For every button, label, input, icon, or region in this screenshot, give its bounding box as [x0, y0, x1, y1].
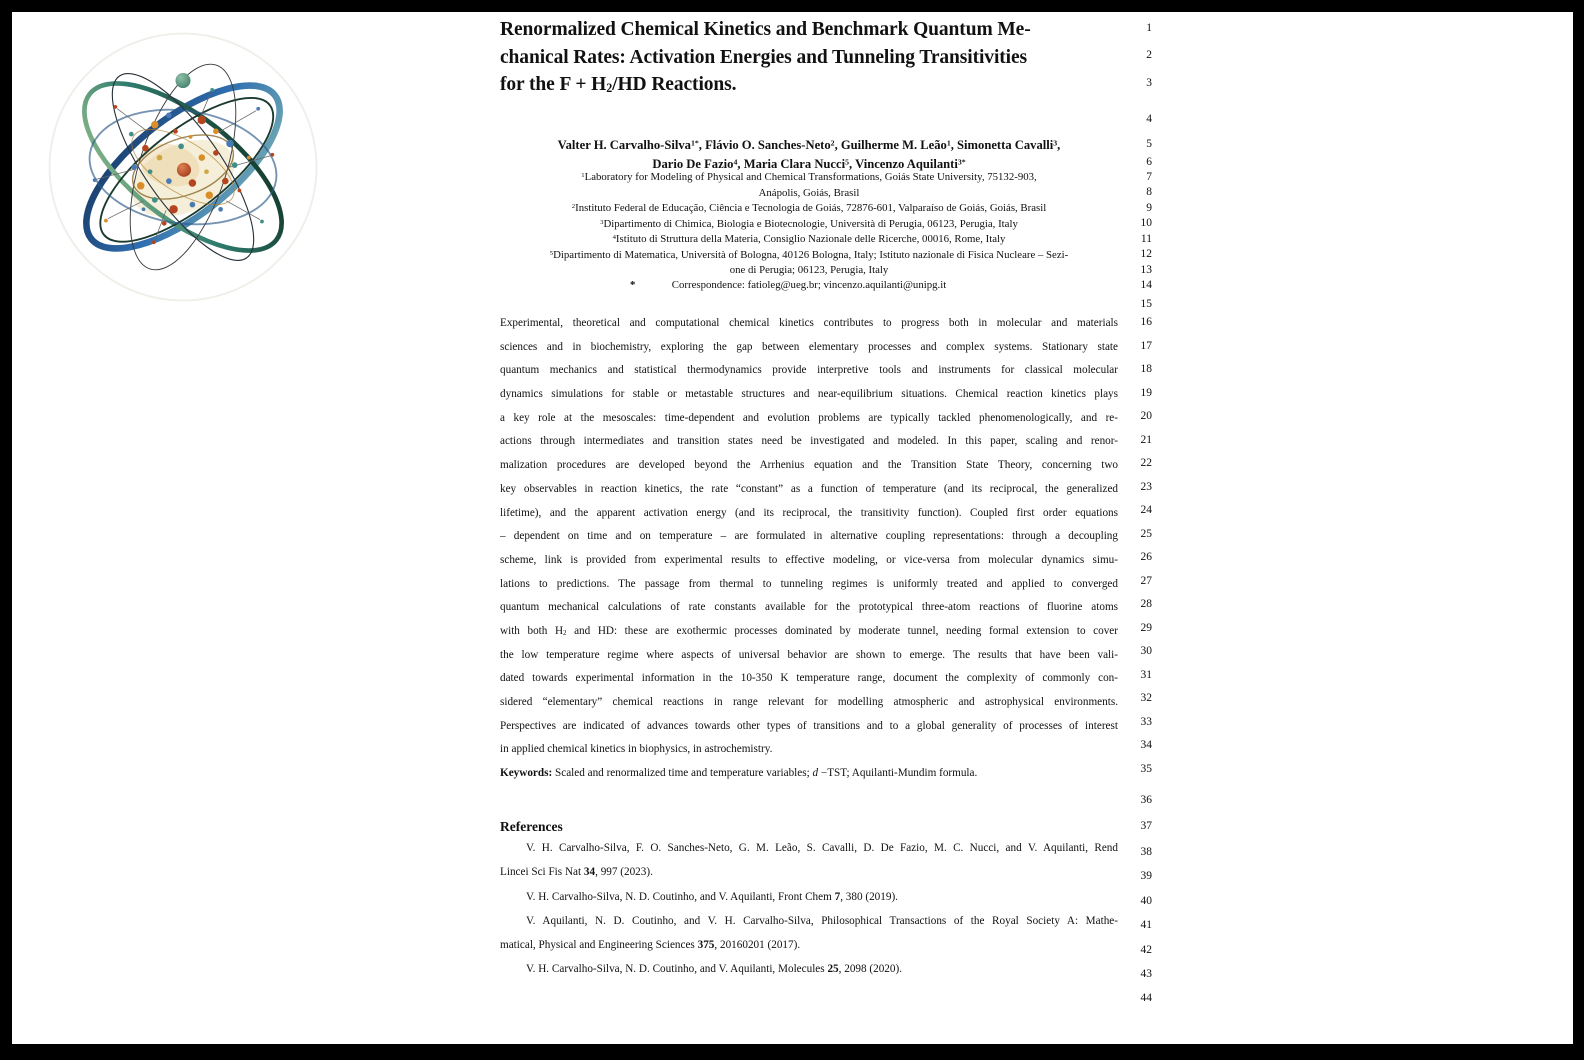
line-number: 18 [1140, 363, 1152, 375]
correspondence-line [500, 278, 1118, 294]
references-list [500, 836, 1118, 982]
reference-line: matical, Physical and Engineering Sciences 375, 20160201 (2017). [500, 939, 801, 952]
line-number: 2 [1146, 49, 1152, 61]
line-number: 28 [1140, 598, 1152, 610]
line-number: 32 [1140, 692, 1152, 704]
line-number: 19 [1140, 387, 1152, 399]
line-number: 37 [1140, 820, 1152, 832]
author-line: Dario De Fazio$^4$, Maria Clara Nucci$^5$, Vincenzo Aquilanti$^{3*}$ [652, 156, 966, 171]
affiliation-list [500, 170, 1118, 279]
abstract-line: – dependent on time and on temperature – are formulated in alternative coupling representations: through a decoupling [500, 530, 1118, 543]
abstract-line: scheme, link is provided from experimental results to effective modeling, or vice-versa from molecular dynamics simu- [500, 553, 1118, 566]
line-number: 25 [1140, 528, 1152, 540]
abstract-line: with both H2 and HD: these are exothermic processes dominated by moderate tunnel, needing formal extension to cover [500, 624, 1118, 638]
affiliation-line: $^1$Laboratory for Modeling of Physical and Chemical Transformations, Goiás State University, 75132-903, [581, 171, 1037, 183]
affiliation-line: one di Perugia; 06123, Perugia, Italy [729, 264, 889, 276]
line-number: 11 [1140, 233, 1152, 245]
reference-line: V. H. Carvalho-Silva, F. O. Sanches-Neto, G. M. Leão, S. Cavalli, D. De Fazio, M. C. Nucci, and V. Aquilanti, Rend [526, 842, 1118, 854]
line-number: 10 [1140, 217, 1152, 229]
line-number: 5 [1146, 138, 1152, 150]
line-number: 27 [1140, 575, 1152, 587]
abstract-paragraph [500, 312, 1118, 762]
abstract-line: Perspectives are indicated of advances towards other types of transitions and to a global generality of processes of interest [500, 719, 1118, 732]
abstract-line: a key role at the mesoscales: time-dependent and evolution problems are typically tackled phenomenologically, and re- [500, 411, 1118, 424]
abstract-line: lations to predictions. The passage from thermal to tunneling regimes is uniformly treated and applied to converged [500, 577, 1118, 590]
atom-orbitals-artwork [42, 26, 324, 308]
line-number: 13 [1140, 264, 1152, 276]
line-number: 34 [1140, 739, 1152, 751]
line-number: 22 [1140, 457, 1152, 469]
line-number: 39 [1140, 870, 1152, 882]
keywords-line: Keywords: Scaled and renormalized time and temperature variables; d −TST; Aquilanti-Mundim formula. [500, 767, 978, 779]
abstract-line: key observables in reaction kinetics, the rate “constant” as a function of temperature (and its reciprocal, the generalized [500, 482, 1118, 495]
line-number: 16 [1140, 316, 1152, 328]
abstract-line: actions through intermediates and transition states need be investigated and modeled. In this paper, scaling and renor- [500, 435, 1118, 448]
line-number: 38 [1140, 846, 1152, 858]
abstract-line: sciences and in biochemistry, exploring the gap between elementary processes and complex systems. Stationary state [500, 340, 1118, 353]
line-number: 26 [1140, 551, 1152, 563]
line-number: 36 [1140, 794, 1152, 806]
line-number: 17 [1140, 340, 1152, 352]
affiliation-line: $^5$Dipartimento di Matematica, Università of Bologna, 40126 Bologna, Italy; Istituto nazionale di Fisica Nucleare – Sezi- [549, 248, 1069, 261]
abstract-line: sidered “elementary” chemical reactions in range relevant for modelling atmospheric and astrophysical environments. [500, 696, 1118, 708]
abstract-line: Experimental, theoretical and computational chemical kinetics contributes to progress both in molecular and materials [500, 317, 1118, 329]
title-line: chanical Rates: Activation Energies and Tunneling Transitivities [500, 46, 1028, 68]
title-line: for the F + H2/HD Reactions. [500, 74, 737, 96]
abstract-line: dated towards experimental information in the 10-350 K temperature range, document the complexity of commonly con- [500, 672, 1118, 685]
line-number: 42 [1140, 944, 1152, 956]
line-number: 20 [1140, 410, 1152, 422]
line-number: 1 [1146, 22, 1152, 34]
line-number: 43 [1140, 968, 1152, 980]
line-number: 8 [1146, 186, 1152, 198]
line-number: 14 [1140, 279, 1152, 291]
line-number: 33 [1140, 716, 1152, 728]
abstract-line: lifetime), and the apparent activation energy (and its reciprocal, the transitivity function). Coupled first order equations [500, 506, 1118, 519]
line-number: 12 [1140, 248, 1152, 260]
reference-line: V. Aquilanti, N. D. Coutinho, and V. H. Carvalho-Silva, Philosophical Transactions of the Royal Society A: Mathe- [526, 914, 1118, 927]
correspondence-text: Correspondence: fatioleg@ueg.br; vincenzo.aquilanti@unipg.it [671, 279, 947, 291]
line-number: 30 [1140, 645, 1152, 657]
author-list [500, 136, 1118, 173]
line-number: 21 [1140, 434, 1152, 446]
abstract-line: the low temperature regime where aspects of universal behavior are shown to emerge. The results that have been vali- [500, 648, 1118, 661]
nucleus-sphere [177, 163, 191, 177]
paper-title [500, 16, 1118, 99]
abstract-line: quantum mechanics and statistical thermodynamics provide interpretive tools and instruments for classical molecular [500, 364, 1118, 377]
reference-line: V. H. Carvalho-Silva, N. D. Coutinho, and V. Aquilanti, Molecules 25, 2098 (2020). [526, 963, 903, 976]
line-number: 40 [1140, 895, 1152, 907]
abstract-line: in applied chemical kinetics in biophysics, in astrochemistry. [500, 743, 773, 756]
line-number: 29 [1140, 622, 1152, 634]
abstract-line: dynamics simulations for stable or metastable structures and near-equilibrium situations. Chemical reaction kinetics plays [500, 388, 1118, 401]
affiliation-line: $^4$Istituto di Struttura della Materia, Consiglio Nazionale delle Ricerche, 00016, Rome, Italy [612, 233, 1006, 245]
line-number: 7 [1146, 171, 1152, 183]
line-number: 3 [1146, 77, 1152, 89]
line-number: 41 [1140, 919, 1152, 931]
line-number: 4 [1146, 113, 1152, 125]
line-number: 24 [1140, 504, 1152, 516]
reference-line: V. H. Carvalho-Silva, N. D. Coutinho, and V. Aquilanti, Front Chem 7, 380 (2019). [526, 890, 898, 903]
line-number-column [1100, 12, 1152, 1044]
line-number: 44 [1140, 992, 1152, 1004]
affiliation-line: $^3$Dipartimento di Chimica, Biologia e Biotecnologie, Università di Perugia, 06123, Perugia, Italy [600, 217, 1018, 230]
document-page [12, 12, 1573, 1044]
affiliation-line: $^2$Instituto Federal de Educação, Ciência e Tecnologia de Goiás, 72876-601, Valparaíso de Goiás, Goiás, Brasil [571, 202, 1047, 214]
reference-line: Lincei Sci Fis Nat 34, 997 (2023). [500, 866, 653, 879]
line-number: 23 [1140, 481, 1152, 493]
references-heading: References [500, 819, 563, 834]
line-number: 9 [1146, 202, 1152, 214]
line-number: 6 [1146, 156, 1152, 168]
line-number: 15 [1140, 298, 1152, 310]
line-number: 31 [1140, 669, 1152, 681]
author-line: Valter H. Carvalho-Silva$^{1*}$, Flávio O. Sanches-Neto$^2$, Guilherme M. Leão$^1$, Simonetta Cavalli$^3$, [557, 138, 1061, 152]
green-electron-sphere [175, 73, 190, 88]
title-line: Renormalized Chemical Kinetics and Benchmark Quantum Me- [500, 19, 1031, 40]
abstract-line: quantum mechanical calculations of rate constants available for the prototypical three-atom reactions of fluorine atoms [500, 601, 1118, 614]
line-number: 35 [1140, 763, 1152, 775]
correspondence-asterisk: * [630, 279, 636, 291]
abstract-line: malization procedures are developed beyond the Arrhenius equation and the Transition State Theory, concerning two [500, 459, 1118, 472]
affiliation-line: Anápolis, Goiás, Brasil [758, 186, 860, 199]
